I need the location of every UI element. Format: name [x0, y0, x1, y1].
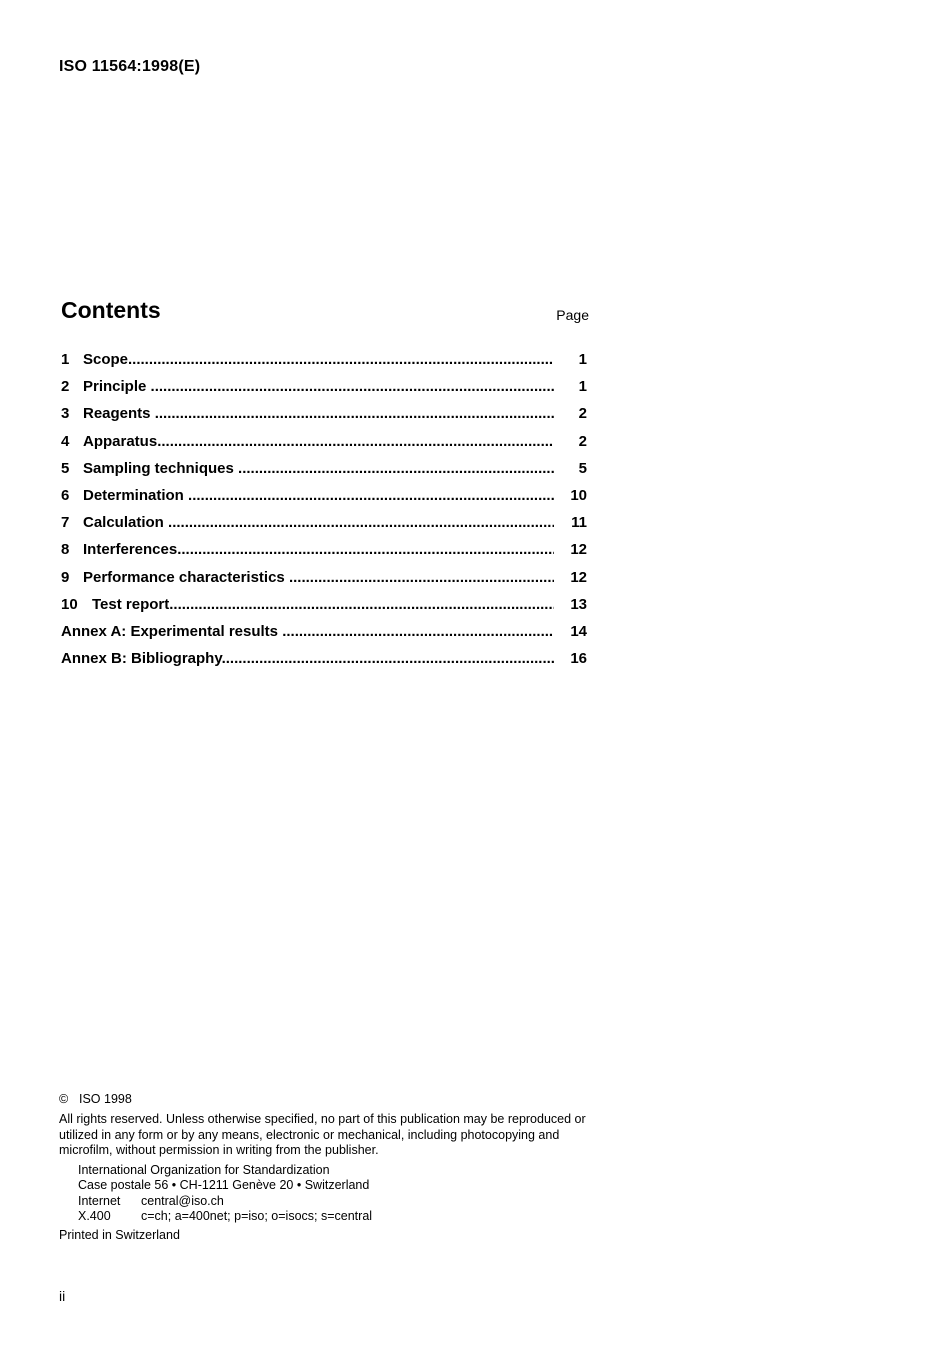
toc-entry-page: 2 — [578, 432, 587, 450]
toc-entry-title: Test report — [92, 595, 170, 613]
contents-title: Contents — [61, 297, 161, 323]
toc-entry-number: 3 — [61, 405, 70, 423]
contents-header — [61, 297, 589, 327]
postal-address: Case postale 56 • CH-1211 Genève 20 • Switzerland — [78, 1178, 370, 1193]
toc-entry-number: 7 — [61, 514, 70, 532]
toc-entry-page: 12 — [570, 541, 587, 559]
toc-entry-apparatus[interactable] — [61, 428, 587, 455]
toc-entry-title: Reagents — [83, 405, 151, 423]
toc-entry-annex-b[interactable] — [61, 645, 587, 672]
internet-address: central@iso.ch — [141, 1193, 224, 1208]
document-id: ISO 11564:1998(E) — [59, 58, 201, 75]
copyright-line — [59, 1092, 132, 1106]
toc-entry-number: 5 — [61, 459, 70, 477]
x400-line — [78, 1209, 372, 1224]
toc-entry-test-report[interactable] — [61, 591, 587, 618]
toc-entry-number: 4 — [61, 432, 70, 450]
toc-entry-page: 11 — [571, 514, 587, 532]
x400-label: X.400 — [78, 1208, 111, 1223]
toc-entry-page: 1 — [578, 351, 587, 368]
toc-entry-page: 14 — [570, 622, 587, 640]
table-of-contents — [61, 346, 587, 672]
toc-entry-number: 2 — [61, 378, 70, 396]
toc-entry-number: 8 — [61, 541, 70, 559]
toc-entry-number: 6 — [61, 486, 70, 504]
toc-entry-title: Principle — [83, 378, 147, 396]
toc-entry-determination[interactable] — [61, 482, 587, 509]
toc-entry-title: Interferences — [83, 541, 178, 559]
rights-statement: All rights reserved. Unless otherwise specified, no part of this publication may be reproduced or utilized in any form or by any means, electronic or mechanical, including photocopying and microfilm, without permission in writing from the publisher. — [59, 1112, 586, 1158]
x400-address: c=ch; a=400net; p=iso; o=isocs; s=central — [141, 1208, 373, 1223]
publisher-address — [78, 1163, 372, 1224]
toc-entry-title: Annex B: Bibliography — [61, 650, 222, 668]
toc-entry-scope[interactable] — [61, 346, 587, 373]
toc-entry-reagents[interactable] — [61, 400, 587, 427]
toc-entry-page: 10 — [570, 486, 587, 504]
copyright-text: ISO 1998 — [79, 1092, 132, 1106]
toc-entry-title: Apparatus — [83, 432, 158, 450]
toc-entry-page: 2 — [578, 405, 587, 423]
page-number: ii — [59, 1288, 66, 1304]
toc-entry-number: 1 — [61, 351, 70, 368]
toc-entry-calculation[interactable] — [61, 509, 587, 536]
toc-entry-title: Annex A: Experimental results — [61, 622, 279, 640]
toc-entry-title: Calculation — [83, 514, 164, 532]
toc-entry-number: 9 — [61, 568, 70, 586]
internet-label: Internet — [78, 1193, 121, 1208]
toc-entry-page: 13 — [570, 595, 587, 613]
toc-entry-title: Sampling techniques — [83, 459, 234, 477]
toc-entry-performance-characteristics[interactable] — [61, 564, 587, 591]
toc-entry-page: 12 — [570, 568, 587, 586]
organization-name: International Organization for Standardization — [78, 1163, 330, 1177]
toc-entry-sampling-techniques[interactable] — [61, 455, 587, 482]
toc-entry-page: 1 — [578, 378, 587, 396]
internet-line — [78, 1194, 372, 1209]
copyright-icon: © — [59, 1092, 69, 1106]
toc-entry-title: Performance characteristics — [83, 568, 285, 586]
toc-entry-title: Determination — [83, 486, 184, 504]
toc-entry-title: Scope — [83, 351, 129, 368]
toc-entry-principle[interactable] — [61, 373, 587, 400]
toc-entry-number: 10 — [61, 595, 78, 613]
page-column-label: Page — [556, 307, 589, 323]
toc-entry-annex-a[interactable] — [61, 618, 587, 645]
toc-entry-page: 5 — [578, 459, 587, 477]
toc-entry-interferences[interactable] — [61, 536, 587, 563]
printed-in: Printed in Switzerland — [59, 1228, 180, 1242]
toc-entry-page: 16 — [570, 650, 587, 668]
